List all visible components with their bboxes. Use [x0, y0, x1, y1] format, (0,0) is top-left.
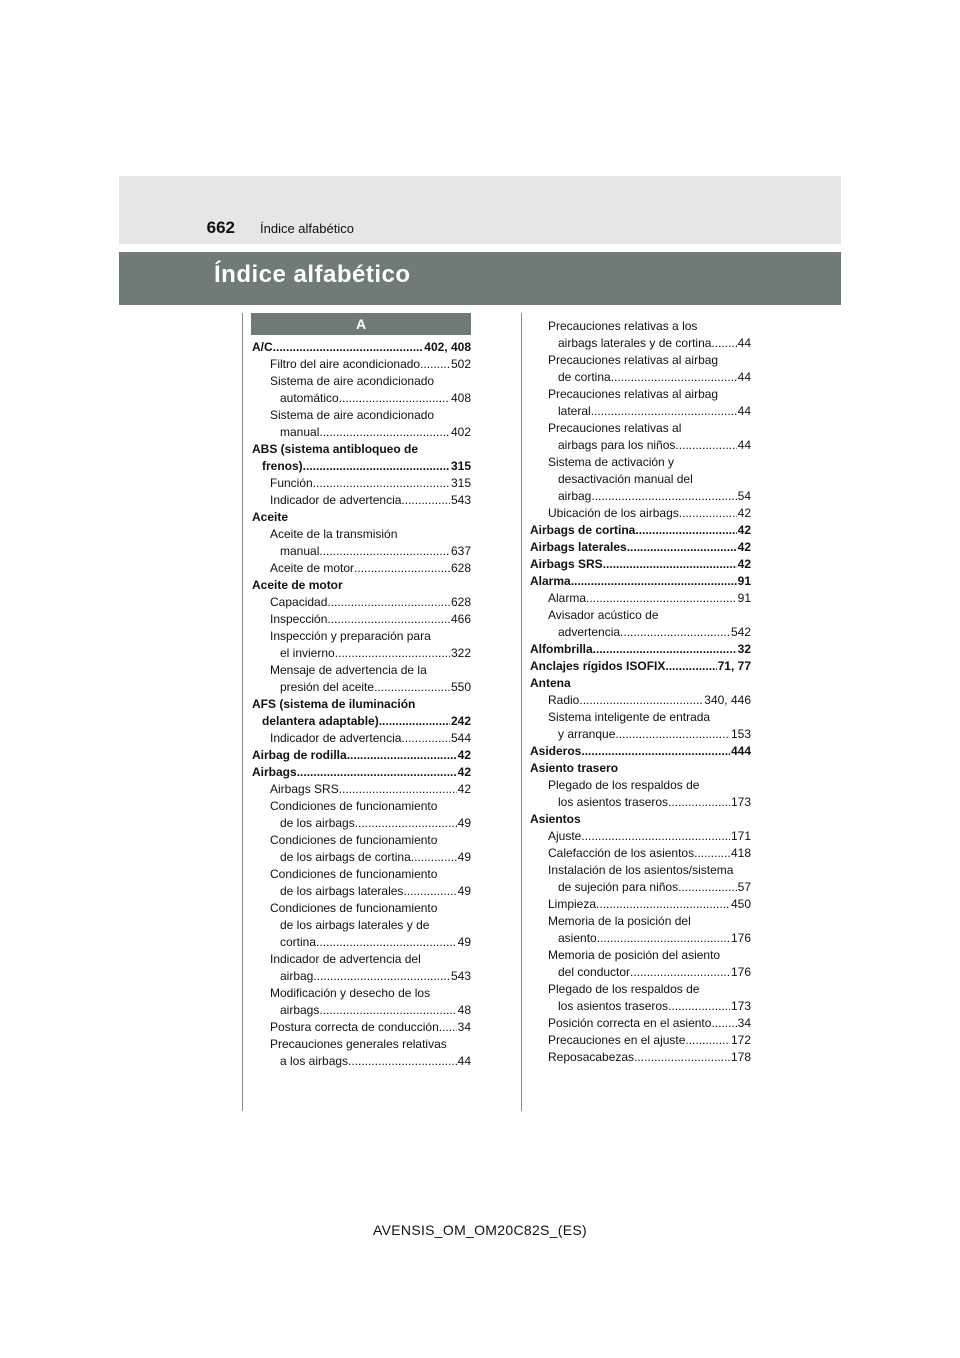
index-entry-page: 49	[457, 935, 471, 949]
index-entry	[252, 662, 471, 679]
index-entry-text: Instalación de los asientos/sistema	[548, 863, 734, 877]
index-entry-text: airbags	[280, 1003, 320, 1017]
index-entry-text: Memoria de la posición del	[548, 914, 691, 928]
index-entry	[252, 339, 471, 356]
dot-leader	[319, 424, 450, 441]
letter-heading: A	[251, 313, 471, 335]
index-entry	[530, 573, 751, 590]
dot-leader	[615, 726, 730, 743]
index-entry-text: Sistema de aire acondicionado	[270, 374, 435, 388]
index-entry	[530, 675, 751, 692]
index-entry-text: Indicador de advertencia	[270, 493, 402, 507]
index-entry-page: 543	[450, 493, 471, 507]
index-entry-text: manual	[280, 544, 320, 558]
index-entry	[252, 798, 471, 815]
index-entry-text: Indicador de advertencia del	[270, 952, 421, 966]
index-entry-text: Radio	[548, 693, 580, 707]
dot-leader	[327, 611, 450, 628]
index-entry	[530, 437, 751, 454]
index-entry	[530, 794, 751, 811]
index-entry-page: 44	[737, 370, 751, 384]
dot-leader	[571, 573, 737, 590]
index-entry-text: Filtro del aire acondicionado	[270, 357, 421, 371]
index-entry	[530, 913, 751, 930]
dot-leader	[439, 1019, 457, 1036]
index-entry	[530, 369, 751, 386]
dot-leader	[411, 849, 457, 866]
index-entry-page: 402	[450, 425, 471, 439]
index-entry-page: 628	[450, 561, 471, 575]
index-entry-text: Asientos	[530, 812, 581, 826]
index-entry-page: 418	[730, 846, 751, 860]
index-entry-page: 42	[737, 540, 751, 554]
index-entry-text: Plegado de los respaldos de	[548, 982, 700, 996]
index-entry-text: Airbags	[252, 765, 297, 779]
index-entry-page: 44	[457, 1054, 471, 1068]
index-entry-text: Asiento trasero	[530, 761, 619, 775]
index-entry	[530, 777, 751, 794]
index-entry-page: 91	[737, 591, 751, 605]
index-entry	[530, 471, 751, 488]
index-entry-page: 71, 77	[717, 659, 751, 673]
dot-leader	[591, 403, 737, 420]
index-entry-text: Precauciones relativas al	[548, 421, 682, 435]
index-entry	[530, 386, 751, 403]
index-entry-text: del conductor	[558, 965, 631, 979]
index-entry	[252, 696, 471, 713]
index-entry-text: Airbags laterales	[530, 540, 627, 554]
index-entry-text: presión del aceite	[280, 680, 375, 694]
index-entry	[252, 611, 471, 628]
index-entry	[252, 934, 471, 951]
index-entry	[252, 407, 471, 424]
index-entry	[530, 624, 751, 641]
dot-leader	[711, 1015, 736, 1032]
index-entry	[530, 760, 751, 777]
index-entry-text: Aceite de motor	[252, 578, 343, 592]
dot-leader	[675, 437, 736, 454]
dot-leader	[685, 1032, 730, 1049]
index-entry-text: airbags laterales y de cortina	[558, 336, 712, 350]
index-entry-text: Airbags SRS	[530, 557, 603, 571]
index-entry-page: 340, 446	[704, 693, 751, 707]
index-entry-page: 44	[737, 438, 751, 452]
dot-leader	[591, 488, 736, 505]
index-column-1	[252, 339, 471, 1070]
index-entry-page: 402, 408	[424, 340, 471, 354]
index-entry	[530, 896, 751, 913]
index-entry-page: 242	[450, 714, 471, 728]
index-entry-text: Ajuste	[548, 829, 582, 843]
index-entry-text: ABS (sistema antibloqueo de	[252, 442, 419, 456]
dot-leader	[586, 590, 737, 607]
index-entry-text: Función	[270, 476, 313, 490]
index-entry-page: 315	[450, 459, 471, 473]
index-entry-text: Postura correcta de conducción	[270, 1020, 439, 1034]
index-entry	[530, 658, 751, 675]
index-entry-page: 49	[457, 816, 471, 830]
index-entry	[530, 709, 751, 726]
index-entry-page: 544	[450, 731, 471, 745]
index-entry-text: los asientos traseros	[558, 795, 669, 809]
index-entry-page: 173	[730, 999, 751, 1013]
index-entry	[252, 577, 471, 594]
index-entry-text: de sujeción para niños	[558, 880, 679, 894]
dot-leader	[339, 781, 457, 798]
index-entry-text: desactivación manual del	[558, 472, 693, 486]
index-entry-text: Alarma	[548, 591, 587, 605]
dot-leader	[348, 1053, 457, 1070]
index-entry-text: Condiciones de funcionamiento	[270, 901, 438, 915]
dot-leader	[678, 879, 737, 896]
index-entry	[252, 628, 471, 645]
index-entry-page: 34	[457, 1020, 471, 1034]
dot-leader	[581, 743, 730, 760]
index-entry-page: 44	[737, 336, 751, 350]
dot-leader	[273, 339, 424, 356]
index-entry-text: y arranque	[558, 727, 616, 741]
dot-leader	[303, 458, 450, 475]
index-entry-text: Reposacabezas	[548, 1050, 635, 1064]
dot-leader	[347, 747, 457, 764]
index-entry-page: 42	[457, 782, 471, 796]
index-entry	[252, 713, 471, 730]
dot-leader	[611, 369, 737, 386]
index-entry-text: Aceite de la transmisión	[270, 527, 398, 541]
index-entry	[252, 645, 471, 662]
index-entry-page: 42	[737, 557, 751, 571]
index-entry	[530, 352, 751, 369]
index-entry	[530, 403, 751, 420]
index-entry-text: cortina	[280, 935, 317, 949]
index-entry	[252, 917, 471, 934]
index-entry-text: Asideros	[530, 744, 582, 758]
index-entry	[530, 1032, 751, 1049]
index-entry-text: Posición correcta en el asiento	[548, 1016, 712, 1030]
index-entry	[252, 526, 471, 543]
index-entry-text: el invierno	[280, 646, 335, 660]
index-entry-page: 91	[737, 574, 751, 588]
dot-leader	[374, 679, 450, 696]
index-entry	[530, 998, 751, 1015]
index-entry	[252, 543, 471, 560]
index-entry	[252, 390, 471, 407]
index-entry-page: 628	[450, 595, 471, 609]
index-entry	[530, 488, 751, 505]
index-entry-text: Sistema de activación y	[548, 455, 675, 469]
index-entry	[252, 492, 471, 509]
index-entry-text: Condiciones de funcionamiento	[270, 833, 438, 847]
index-entry-page: 444	[730, 744, 751, 758]
index-entry-text: Condiciones de funcionamiento	[270, 867, 438, 881]
header-section-title: Índice alfabético	[260, 221, 354, 236]
index-entry-page: 32	[737, 642, 751, 656]
index-entry	[252, 832, 471, 849]
index-entry	[530, 845, 751, 862]
index-entry	[252, 1019, 471, 1036]
index-entry	[252, 509, 471, 526]
dot-leader	[420, 356, 450, 373]
index-entry-page: 54	[737, 489, 751, 503]
dot-leader	[316, 934, 457, 951]
index-entry	[252, 849, 471, 866]
index-entry	[530, 454, 751, 471]
index-entry-text: Alarma	[530, 574, 571, 588]
index-entry-text: Airbags de cortina	[530, 523, 636, 537]
dot-leader	[313, 968, 450, 985]
index-entry-page: 315	[450, 476, 471, 490]
index-entry	[252, 679, 471, 696]
index-entry-text: delantera adaptable)	[262, 714, 379, 728]
index-entry-text: Inspección y preparación para	[270, 629, 431, 643]
index-entry-page: 322	[450, 646, 471, 660]
index-entry	[530, 879, 751, 896]
dot-leader	[354, 560, 450, 577]
index-entry	[252, 781, 471, 798]
index-entry-text: Ubicación de los airbags	[548, 506, 679, 520]
index-entry	[252, 747, 471, 764]
index-entry-page: 49	[457, 884, 471, 898]
index-entry-page: 466	[450, 612, 471, 626]
index-entry-page: 637	[450, 544, 471, 558]
title-banner	[119, 252, 841, 305]
index-entry	[252, 951, 471, 968]
index-entry-text: Sistema inteligente de entrada	[548, 710, 711, 724]
index-entry-page: 171	[730, 829, 751, 843]
dot-leader	[579, 692, 703, 709]
index-entry-text: manual	[280, 425, 320, 439]
index-entry-text: Anclajes rígidos ISOFIX	[530, 659, 666, 673]
dot-leader	[668, 794, 730, 811]
index-entry	[252, 883, 471, 900]
dot-leader	[620, 624, 730, 641]
index-entry-text: automático	[280, 391, 339, 405]
index-entry-page: 44	[737, 404, 751, 418]
index-entry-text: Antena	[530, 676, 571, 690]
dot-leader	[711, 335, 736, 352]
index-entry	[252, 441, 471, 458]
index-entry	[530, 1015, 751, 1032]
column-divider-left	[242, 313, 243, 1111]
index-entry-text: asiento	[558, 931, 597, 945]
index-entry-text: Aceite	[252, 510, 289, 524]
dot-leader	[401, 730, 450, 747]
dot-leader	[319, 1002, 456, 1019]
index-entry-text: advertencia	[558, 625, 621, 639]
index-entry-page: 176	[730, 931, 751, 945]
page-number: 662	[206, 218, 235, 237]
index-entry	[252, 458, 471, 475]
index-entry-text: Precauciones generales relativas	[270, 1037, 447, 1051]
index-entry	[530, 828, 751, 845]
index-entry-text: Aceite de motor	[270, 561, 355, 575]
index-entry-text: airbag	[558, 489, 592, 503]
index-entry	[530, 522, 751, 539]
index-entry	[530, 590, 751, 607]
dot-leader	[593, 641, 737, 658]
index-entry-text: Capacidad	[270, 595, 328, 609]
dot-leader	[634, 1049, 730, 1066]
index-entry	[530, 335, 751, 352]
index-entry-page: 543	[450, 969, 471, 983]
index-entry-text: Indicador de advertencia	[270, 731, 402, 745]
index-entry-text: Precauciones relativas al airbag	[548, 353, 719, 367]
index-entry-page: 172	[730, 1033, 751, 1047]
index-entry-text: de los airbags laterales	[280, 884, 404, 898]
index-entry-page: 550	[450, 680, 471, 694]
index-entry	[252, 866, 471, 883]
dot-leader	[319, 543, 450, 560]
index-entry	[530, 1049, 751, 1066]
index-entry-text: Limpieza	[548, 897, 597, 911]
index-entry-text: Airbag de rodilla	[252, 748, 347, 762]
index-entry	[252, 764, 471, 781]
index-entry	[530, 607, 751, 624]
dot-leader	[596, 896, 730, 913]
index-entry-text: Calefacción de los asientos	[548, 846, 695, 860]
index-entry-page: 48	[457, 1003, 471, 1017]
dot-leader	[665, 658, 716, 675]
index-entry	[252, 730, 471, 747]
index-entry-page: 450	[730, 897, 751, 911]
index-entry-text: los asientos traseros	[558, 999, 669, 1013]
index-entry-text: Alfombrilla	[530, 642, 593, 656]
index-entry	[530, 420, 751, 437]
dot-leader	[630, 964, 730, 981]
index-entry-text: airbags para los niños	[558, 438, 676, 452]
index-entry	[530, 318, 751, 335]
index-entry-text: Precauciones relativas al airbag	[548, 387, 719, 401]
dot-leader	[668, 998, 730, 1015]
column-divider-middle	[521, 313, 522, 1111]
index-entry	[252, 1002, 471, 1019]
index-entry-text: AFS (sistema de iluminación	[252, 697, 416, 711]
index-entry	[252, 475, 471, 492]
index-entry	[530, 505, 751, 522]
index-entry	[252, 356, 471, 373]
dot-leader	[355, 815, 457, 832]
index-entry	[252, 373, 471, 390]
index-entry-text: Sistema de aire acondicionado	[270, 408, 435, 422]
dot-leader	[635, 522, 736, 539]
page-header	[119, 176, 841, 244]
index-entry-text: a los airbags	[280, 1054, 349, 1068]
index-entry	[252, 900, 471, 917]
index-entry-text: frenos)	[262, 459, 303, 473]
dot-leader	[403, 883, 456, 900]
dot-leader	[581, 828, 730, 845]
document-code: AVENSIS_OM_OM20C82S_(ES)	[373, 1222, 587, 1238]
dot-leader	[379, 713, 450, 730]
index-entry	[530, 862, 751, 879]
index-entry-text: airbag	[280, 969, 314, 983]
index-entry	[252, 985, 471, 1002]
index-entry-page: 173	[730, 795, 751, 809]
index-entry-page: 42	[737, 523, 751, 537]
dot-leader	[335, 645, 450, 662]
index-entry-page: 408	[450, 391, 471, 405]
index-entry	[252, 560, 471, 577]
dot-leader	[627, 539, 737, 556]
index-entry	[252, 1036, 471, 1053]
index-entry	[530, 726, 751, 743]
index-entry-text: Inspección	[270, 612, 328, 626]
index-entry-page: 42	[737, 506, 751, 520]
dot-leader	[603, 556, 737, 573]
index-entry-page: 34	[737, 1016, 751, 1030]
index-entry	[252, 968, 471, 985]
index-entry-text: Mensaje de advertencia de la	[270, 663, 427, 677]
index-entry	[530, 692, 751, 709]
index-entry-text: Precauciones en el ajuste	[548, 1033, 686, 1047]
index-entry-page: 57	[737, 880, 751, 894]
index-entry-page: 542	[730, 625, 751, 639]
index-entry-page: 502	[450, 357, 471, 371]
index-entry	[530, 743, 751, 760]
index-entry-page: 176	[730, 965, 751, 979]
index-entry	[530, 947, 751, 964]
index-column-2	[530, 318, 751, 1066]
index-entry-page: 49	[457, 850, 471, 864]
index-entry-page: 178	[730, 1050, 751, 1064]
index-entry	[252, 1053, 471, 1070]
index-entry-text: Precauciones relativas a los	[548, 319, 698, 333]
index-entry	[252, 424, 471, 441]
index-entry-page: 42	[457, 765, 471, 779]
dot-leader	[694, 845, 730, 862]
index-entry	[530, 556, 751, 573]
index-entry	[530, 964, 751, 981]
index-entry	[530, 981, 751, 998]
dot-leader	[597, 930, 730, 947]
index-entry	[530, 811, 751, 828]
index-entry-text: A/C	[252, 340, 273, 354]
index-entry	[252, 594, 471, 611]
index-entry-text: de cortina	[558, 370, 611, 384]
index-entry	[530, 641, 751, 658]
index-entry-text: Condiciones de funcionamiento	[270, 799, 438, 813]
index-entry-text: lateral	[558, 404, 591, 418]
dot-leader	[297, 764, 457, 781]
index-entry-text: de los airbags	[280, 816, 355, 830]
index-entry-text: de los airbags laterales y de	[280, 918, 430, 932]
dot-leader	[327, 594, 450, 611]
page-title: Índice alfabético	[214, 261, 411, 288]
index-entry	[530, 539, 751, 556]
index-entry	[252, 815, 471, 832]
index-entry-text: Plegado de los respaldos de	[548, 778, 700, 792]
index-entry-page: 153	[730, 727, 751, 741]
dot-leader	[401, 492, 450, 509]
dot-leader	[313, 475, 450, 492]
dot-leader	[339, 390, 450, 407]
index-entry-text: Airbags SRS	[270, 782, 339, 796]
index-entry-text: Avisador acústico de	[548, 608, 659, 622]
index-entry	[530, 930, 751, 947]
index-entry-page: 42	[457, 748, 471, 762]
index-entry-text: Memoria de posición del asiento	[548, 948, 721, 962]
index-entry-text: de los airbags de cortina	[280, 850, 411, 864]
dot-leader	[679, 505, 737, 522]
index-entry-text: Modificación y desecho de los	[270, 986, 431, 1000]
